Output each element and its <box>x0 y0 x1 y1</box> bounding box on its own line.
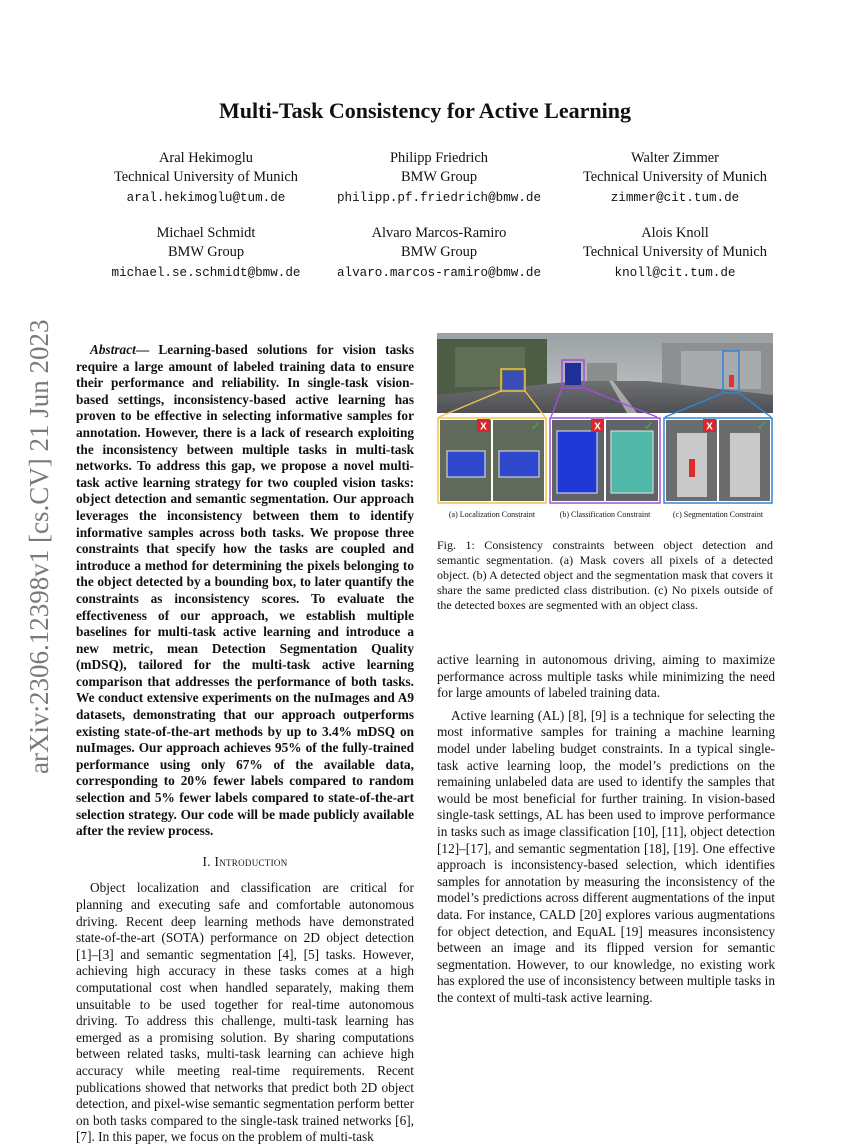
author-name: Aral Hekimoglu <box>159 150 253 166</box>
author-name: Michael Schmidt <box>156 225 256 241</box>
author-affiliation: BMW Group <box>400 169 478 185</box>
author-affiliation: Technical University of Munich <box>113 169 299 185</box>
subcaption-classification: (b) Classification Constraint <box>559 510 651 519</box>
subcaption-localization: (a) Localization Constraint <box>448 510 536 519</box>
wrong-mark-icon <box>591 419 604 433</box>
intro-paragraph-1-continued: active learning in autonomous driving, aiming to maximize performance across multiple tasks while minimizing the need for large amounts of labeled training data. <box>437 652 775 701</box>
author-affiliation: Technical University of Munich <box>582 244 768 260</box>
author-name: Alvaro Marcos-Ramiro <box>371 225 507 241</box>
author-affiliation: Technical University of Munich <box>582 169 768 185</box>
wrong-mark-icon <box>477 419 490 433</box>
author-email: zimmer@cit.tum.de <box>610 191 740 205</box>
author-block <box>535 149 815 208</box>
wrong-mark-label: X <box>706 421 713 433</box>
author-email: alvaro.marcos-ramiro@bmw.de <box>336 266 542 280</box>
left-column <box>76 342 414 1146</box>
author-name: Alois Knoll <box>641 225 709 241</box>
abstract <box>76 342 414 840</box>
right-mark-icon: ✓ <box>530 419 542 434</box>
author-email: philipp.pf.friedrich@bmw.de <box>336 191 542 205</box>
author-email: michael.se.schmidt@bmw.de <box>111 266 301 280</box>
author-block <box>535 224 815 283</box>
abstract-label: Abstract <box>90 342 136 357</box>
section-heading-introduction: I. Introduction <box>202 853 288 869</box>
arxiv-identifier <box>14 296 60 776</box>
wrong-mark-icon <box>703 419 716 433</box>
author-affiliation: BMW Group <box>400 244 478 260</box>
abstract-text: — Learning-based solutions for vision tasks require a large amount of labeled training data to ensure their performance and reliability. In single-task vision-based settings, inconsistency-based active learning has proven to be effective in selecting informative samples for annotation. However, there is a lack of research exploiting the inconsistency between multiple tasks in multi-task networks. To address this gap, we propose a novel multi-task active learning strategy for two coupled vision tasks: object detection and semantic segmentation. Our approach leverages the inconsistency between them to identify informative samples across both tasks. We propose three constraints that specify how the tasks are coupled and introduce a method for determining the pixels belonging to the object detected by a bounding box, to later quantify the constraints as inconsistency scores. To evaluate the effectiveness of our approach, we establish multiple baselines for multi-task active learning and introduce a new metric, mean Detection Segmentation Quality (mDSQ), tailored for the multi-task active learning comparison that addresses the performance of both tasks. We conduct extensive experiments on the nuImages and A9 datasets, demonstrating that our approach outperforms existing state-of-the-art methods by up to 3.4% mDSQ on nuImages. Our approach achieves 95% of the fully-trained performance using only 67% of the available data, corresponding to 20% fewer labels compared to random selection and 5% fewer labels compared to state-of-the-art selection strategy. Our code will be made publicly available after the review process. <box>76 342 414 839</box>
wrong-mark-label: X <box>594 421 601 433</box>
intro-paragraph-2: Active learning (AL) [8], [9] is a technique for selecting the most informative samples for training a machine learning model under labeling budget constraints. In a typical single-task active learning loop, the model’s predictions on the remaining unlabeled data are used to identify the samples that would be most beneficial for further training. In vision-based single-task settings, AL has been used to improve performance in tasks such as image classification [10], [11], object detection [12]–[17], and semantic segmentation [18], [19]. One effective approach is inconsistency-based selection, which identifies samples for annotation by measuring the inconsistency of the model’s predictions across different augmentations of the input data. For instance, CALD [20] explores various augmentations for object detection, and EquAL [19] measures inconsistency between an image and its flipped version for semantic segmentation. However, to our knowledge, no existing work has explored the use of inconsistency between multiple tasks in the context of multi-task active learning. <box>437 707 775 1005</box>
arxiv-identifier-text: arXiv:2306.12398v1 [cs.CV] 21 Jun 2023 <box>24 319 54 774</box>
wrong-mark-label: X <box>480 421 487 433</box>
intro-paragraph-1: Object localization and classification are critical for planning and executing safe and comfortable autonomous driving. Recent deep learning methods have demonstrated state-of-the-art (SOTA) performance on 2D object detection [1]–[3] and semantic segmentation [4], [5] tasks. However, achieving high accuracy in these tasks comes at a high computational cost when handled separately, making them unsuitable to be used together for real-time autonomous driving. To address this challenge, multi-task learning has emerged as a promising solution. By sharing computations between related tasks, multi-task learning can achieve high accuracy while meeting real-time requirements. Recent publications showed that networks that predict both 2D object detection, and pixel-wise semantic segmentation perform better on both tasks compared to the single-task trained networks [6], [7]. In this paper, we focus on the problem of multi-task <box>76 880 414 1145</box>
right-mark-icon: ✓ <box>643 419 655 434</box>
right-mark-icon: ✓ <box>756 419 768 434</box>
author-email: aral.hekimoglu@tum.de <box>126 191 286 205</box>
figure-1-caption: Fig. 1: Consistency constraints between object detection and semantic segmentation. (a) Mask covers all pixels of a detected object. (b) A detected object and the segmentation mask that covers it share the same predicted class distribution. (c) No pixels outside of the detected boxes are segmented with an object class. <box>437 538 773 612</box>
right-column <box>437 652 775 1006</box>
author-affiliation: BMW Group <box>167 244 245 260</box>
figure-1 <box>437 333 773 523</box>
author-name: Philipp Friedrich <box>390 150 488 166</box>
author-name: Walter Zimmer <box>631 150 719 166</box>
paper-title: Multi-Task Consistency for Active Learning <box>219 98 631 123</box>
author-email: knoll@cit.tum.de <box>614 266 736 280</box>
subcaption-segmentation: (c) Segmentation Constraint <box>672 510 764 519</box>
